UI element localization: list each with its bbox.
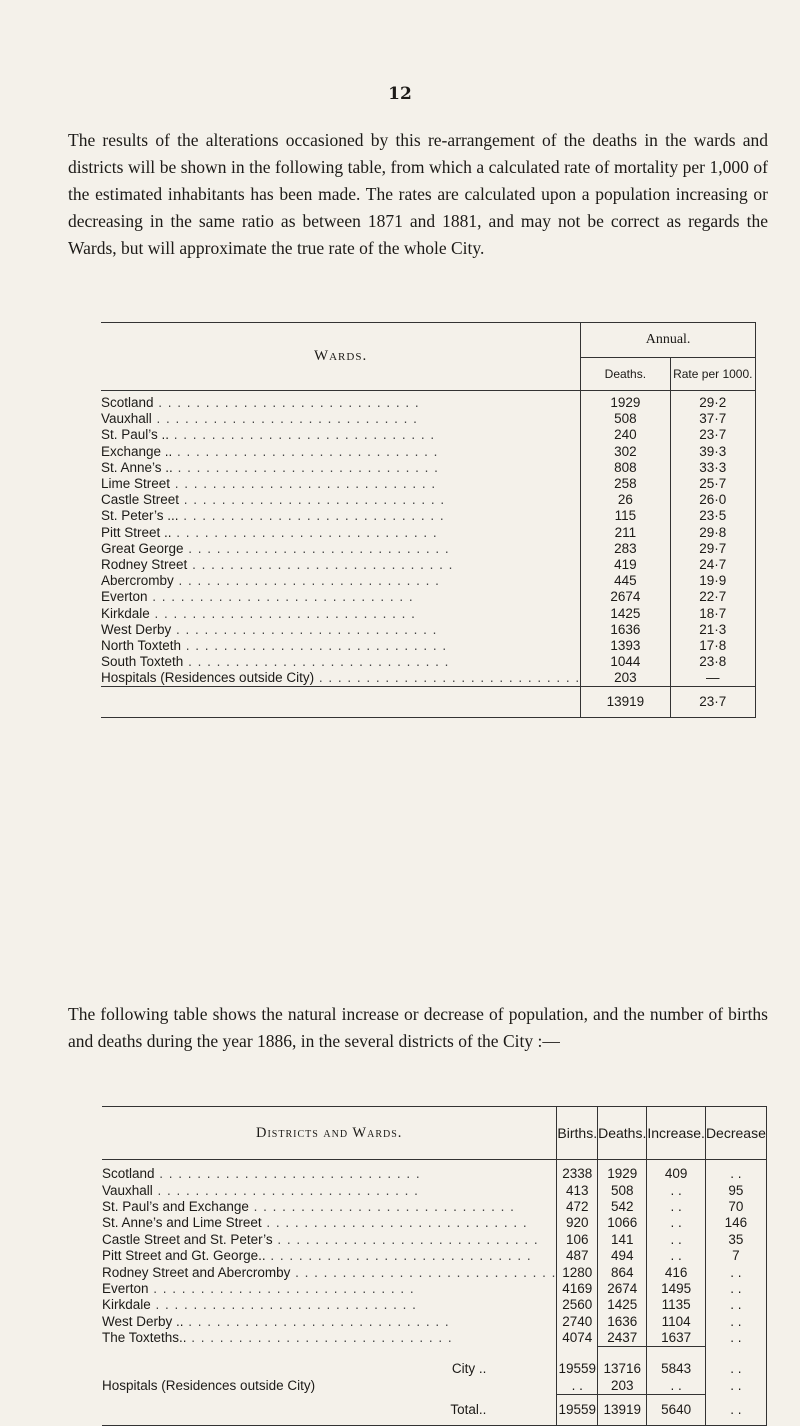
ward-name xyxy=(101,444,581,460)
table-row xyxy=(101,638,756,654)
rate-cell: 18·7 xyxy=(670,605,755,621)
district-name xyxy=(102,1378,557,1395)
district-label: Total.. xyxy=(450,1401,487,1417)
table-row xyxy=(101,444,756,460)
ward-label: Everton . . xyxy=(101,589,414,604)
decrease-cell: 70 xyxy=(705,1199,766,1215)
district-name xyxy=(102,1347,557,1378)
rate-cell: — xyxy=(670,670,755,687)
increase-cell: . . xyxy=(647,1182,706,1198)
deaths-cell: 1393 xyxy=(581,638,670,654)
rate-cell: 23·7 xyxy=(670,427,755,443)
rate-cell: 29·2 xyxy=(670,391,755,412)
ward-label: Kirkdale . . xyxy=(101,606,416,621)
district-label: West Derby .. . . xyxy=(102,1314,450,1329)
rate-cell: 23·8 xyxy=(670,654,755,670)
increase-cell: 1104 xyxy=(647,1314,706,1330)
births-cell: 19559 xyxy=(557,1395,598,1426)
deaths-cell: 115 xyxy=(581,508,670,524)
increase-cell: 5843 xyxy=(647,1347,706,1378)
rate-cell: 22·7 xyxy=(670,589,755,605)
ward-name xyxy=(101,541,581,557)
decrease-cell: . . xyxy=(705,1330,766,1347)
district-name xyxy=(102,1314,557,1330)
births-cell: 472 xyxy=(557,1199,598,1215)
district-name xyxy=(102,1330,557,1347)
deaths-cell: 2674 xyxy=(581,589,670,605)
ward-label: Lime Street . . xyxy=(101,476,436,491)
ward-name xyxy=(101,557,581,573)
table-row xyxy=(102,1347,766,1378)
ward-label: West Derby . . xyxy=(101,622,437,637)
ward-name xyxy=(101,589,581,605)
increase-cell: . . xyxy=(647,1232,706,1248)
ward-name xyxy=(101,411,581,427)
table-row xyxy=(101,589,756,605)
district-name xyxy=(102,1297,557,1313)
deaths-cell: 808 xyxy=(581,460,670,476)
district-label: Rodney Street and Abercromby . . xyxy=(102,1265,556,1280)
decrease-cell: . . xyxy=(705,1395,766,1426)
table-row xyxy=(102,1248,766,1264)
district-label: Hospitals (Residences outside City) xyxy=(102,1378,316,1394)
deaths-cell: 283 xyxy=(581,541,670,557)
deaths-cell: 494 xyxy=(598,1248,647,1264)
rate-cell: 26·0 xyxy=(670,492,755,508)
ward-name xyxy=(101,427,581,443)
decrease-cell: . . xyxy=(705,1160,766,1183)
rate-cell: 19·9 xyxy=(670,573,755,589)
deaths-cell: 1636 xyxy=(598,1314,647,1330)
ward-name xyxy=(101,573,581,589)
decrease-cell: . . xyxy=(705,1297,766,1313)
deaths-cell: 445 xyxy=(581,573,670,589)
ward-name xyxy=(101,670,581,687)
deaths-cell: 203 xyxy=(581,670,670,687)
deaths-cell: 542 xyxy=(598,1199,647,1215)
ward-name xyxy=(101,525,581,541)
mortality-rate-table xyxy=(101,322,756,718)
increase-cell: . . xyxy=(647,1248,706,1264)
deaths-cell: 13716 xyxy=(598,1347,647,1378)
deaths-cell: 419 xyxy=(581,557,670,573)
district-name xyxy=(102,1395,557,1426)
table-row xyxy=(102,1199,766,1215)
rate-cell: 21·3 xyxy=(670,622,755,638)
district-label: City .. xyxy=(451,1361,487,1377)
births-deaths-table xyxy=(102,1106,767,1426)
ward-label: Pitt Street .. . . xyxy=(101,525,438,540)
table-row xyxy=(101,573,756,589)
total-label-empty xyxy=(101,687,581,718)
total-rate: 23·7 xyxy=(670,687,755,718)
total-row xyxy=(101,687,756,718)
table-row xyxy=(102,1378,766,1395)
table-row xyxy=(101,605,756,621)
district-label: Everton . . xyxy=(102,1281,415,1296)
births-cell: 19559 xyxy=(557,1347,598,1378)
decrease-cell: . . xyxy=(705,1281,766,1297)
births-cell: 106 xyxy=(557,1232,598,1248)
rate-cell: 39·3 xyxy=(670,444,755,460)
decrease-cell: . . xyxy=(705,1378,766,1395)
ward-label: Abercromby . . xyxy=(101,573,440,588)
table-row xyxy=(102,1314,766,1330)
district-name xyxy=(102,1248,557,1264)
ward-label: St. Paul’s .. . . xyxy=(101,427,435,442)
header-annual: Annual. xyxy=(581,323,756,358)
ward-name xyxy=(101,654,581,670)
deaths-cell: 1636 xyxy=(581,622,670,638)
deaths-cell: 1425 xyxy=(581,605,670,621)
table-row xyxy=(102,1232,766,1248)
district-label: Scotland . . xyxy=(102,1166,421,1181)
rate-cell: 23·5 xyxy=(670,508,755,524)
table-row xyxy=(102,1330,766,1347)
table-row xyxy=(101,508,756,524)
increase-cell: 409 xyxy=(647,1160,706,1183)
decrease-cell: . . xyxy=(705,1347,766,1378)
deaths-cell: 1929 xyxy=(598,1160,647,1183)
ward-name xyxy=(101,476,581,492)
district-name xyxy=(102,1232,557,1248)
decrease-cell: 146 xyxy=(705,1215,766,1231)
header-districts: Districts and Wards. xyxy=(102,1107,557,1160)
district-label: Vauxhall . . xyxy=(102,1183,419,1198)
district-name xyxy=(102,1160,557,1183)
ward-label: Great George . . xyxy=(101,541,450,556)
table-row xyxy=(101,670,756,687)
ward-name xyxy=(101,460,581,476)
rate-cell: 33·3 xyxy=(670,460,755,476)
births-cell: . . xyxy=(557,1378,598,1395)
decrease-cell: 35 xyxy=(705,1232,766,1248)
births-cell: 487 xyxy=(557,1248,598,1264)
births-cell: 1280 xyxy=(557,1264,598,1280)
second-paragraph: The following table shows the natural increase or decrease of population, and the number of births and deaths during the year 1886, in the several districts of the City :— xyxy=(68,1004,768,1051)
increase-cell: 1495 xyxy=(647,1281,706,1297)
ward-label: Rodney Street . . xyxy=(101,557,453,572)
deaths-cell: 508 xyxy=(598,1182,647,1198)
ward-label: St. Anne’s .. . . xyxy=(101,460,439,475)
ward-name xyxy=(101,638,581,654)
deaths-cell: 13919 xyxy=(598,1395,647,1426)
table-row xyxy=(101,654,756,670)
increase-cell: 1135 xyxy=(647,1297,706,1313)
intro-paragraph: The results of the alterations occasioned by this re-arrangement of the deaths in the wards and districts will be shown in the following table, from which a calculated rate of mortality per 1,000 of the estimated inhabitants has been made. The rates are calculated upon a population increasing or decreasing in the same ratio as between 1871 and 1881, and may not be correct as regards the Wards, but will approximate the true rate of the whole City. xyxy=(68,130,768,258)
deaths-cell: 141 xyxy=(598,1232,647,1248)
deaths-cell: 240 xyxy=(581,427,670,443)
increase-cell: . . xyxy=(647,1378,706,1395)
table-row xyxy=(101,622,756,638)
table-row xyxy=(101,476,756,492)
table-row xyxy=(101,460,756,476)
decrease-cell: 7 xyxy=(705,1248,766,1264)
header-increase: Increase. xyxy=(647,1107,706,1160)
deaths-cell: 302 xyxy=(581,444,670,460)
decrease-cell: . . xyxy=(705,1264,766,1280)
deaths-cell: 508 xyxy=(581,411,670,427)
district-label: St. Anne’s and Lime Street . . xyxy=(102,1215,528,1230)
table-row xyxy=(102,1264,766,1280)
district-label: St. Paul’s and Exchange . . xyxy=(102,1199,515,1214)
births-cell: 4074 xyxy=(557,1330,598,1347)
total-deaths: 13919 xyxy=(581,687,670,718)
deaths-cell: 1425 xyxy=(598,1297,647,1313)
ward-name xyxy=(101,605,581,621)
ward-name xyxy=(101,622,581,638)
table-row xyxy=(101,411,756,427)
table-row xyxy=(101,391,756,412)
ward-label: Hospitals (Residences outside City) . . xyxy=(101,670,580,685)
deaths-cell: 1066 xyxy=(598,1215,647,1231)
table-row xyxy=(101,557,756,573)
district-label: Kirkdale . . xyxy=(102,1297,417,1312)
deaths-cell: 26 xyxy=(581,492,670,508)
deaths-cell: 2674 xyxy=(598,1281,647,1297)
page-number: 12 xyxy=(388,84,412,104)
births-cell: 4169 xyxy=(557,1281,598,1297)
ward-label: Scotland . . xyxy=(101,395,420,410)
district-name xyxy=(102,1281,557,1297)
deaths-cell: 2437 xyxy=(598,1330,647,1347)
increase-cell: 5640 xyxy=(647,1395,706,1426)
ward-label: North Toxteth . . xyxy=(101,638,447,653)
deaths-cell: 203 xyxy=(598,1378,647,1395)
header-rate: Rate per 1000. xyxy=(670,358,755,391)
table-row xyxy=(102,1215,766,1231)
district-name xyxy=(102,1182,557,1198)
ward-name xyxy=(101,508,581,524)
increase-cell: 416 xyxy=(647,1264,706,1280)
increase-cell: . . xyxy=(647,1215,706,1231)
table-row xyxy=(102,1281,766,1297)
deaths-cell: 258 xyxy=(581,476,670,492)
table-row xyxy=(102,1160,766,1183)
deaths-cell: 1044 xyxy=(581,654,670,670)
table-row xyxy=(102,1297,766,1313)
deaths-cell: 1929 xyxy=(581,391,670,412)
table-row xyxy=(101,492,756,508)
decrease-cell: 95 xyxy=(705,1182,766,1198)
district-name xyxy=(102,1215,557,1231)
table-row xyxy=(102,1395,766,1426)
ward-name xyxy=(101,492,581,508)
deaths-cell: 864 xyxy=(598,1264,647,1280)
table-row xyxy=(102,1182,766,1198)
district-label: Castle Street and St. Peter’s . . xyxy=(102,1232,539,1247)
district-label: The Toxteths.. . . xyxy=(102,1330,453,1345)
births-cell: 2338 xyxy=(557,1160,598,1183)
ward-label: South Toxteth . . xyxy=(101,654,449,669)
district-label: Pitt Street and Gt. George.. . . xyxy=(102,1248,532,1263)
ward-label: Vauxhall . . xyxy=(101,411,418,426)
births-cell: 2740 xyxy=(557,1314,598,1330)
ward-label: St. Peter’s ... . . xyxy=(101,508,445,523)
decrease-cell: . . xyxy=(705,1314,766,1330)
births-cell: 2560 xyxy=(557,1297,598,1313)
header-births: Births. xyxy=(557,1107,598,1160)
ward-label: Castle Street . . xyxy=(101,492,445,507)
table-row xyxy=(101,525,756,541)
births-cell: 413 xyxy=(557,1182,598,1198)
header-decrease: Decrease xyxy=(705,1107,766,1160)
district-name xyxy=(102,1264,557,1280)
increase-cell: 1637 xyxy=(647,1330,706,1347)
deaths-cell: 211 xyxy=(581,525,670,541)
rate-cell: 17·8 xyxy=(670,638,755,654)
rate-cell: 29·7 xyxy=(670,541,755,557)
table-row xyxy=(101,427,756,443)
district-name xyxy=(102,1199,557,1215)
rate-cell: 29·8 xyxy=(670,525,755,541)
table-row xyxy=(101,541,756,557)
header-deaths: Deaths. xyxy=(598,1107,647,1160)
increase-cell: . . xyxy=(647,1199,706,1215)
rate-cell: 25·7 xyxy=(670,476,755,492)
ward-label: Exchange .. . . xyxy=(101,444,438,459)
ward-name xyxy=(101,391,581,412)
births-cell: 920 xyxy=(557,1215,598,1231)
rate-cell: 24·7 xyxy=(670,557,755,573)
header-deaths: Deaths. xyxy=(581,358,670,391)
header-wards: Wards. xyxy=(101,323,581,391)
rate-cell: 37·7 xyxy=(670,411,755,427)
